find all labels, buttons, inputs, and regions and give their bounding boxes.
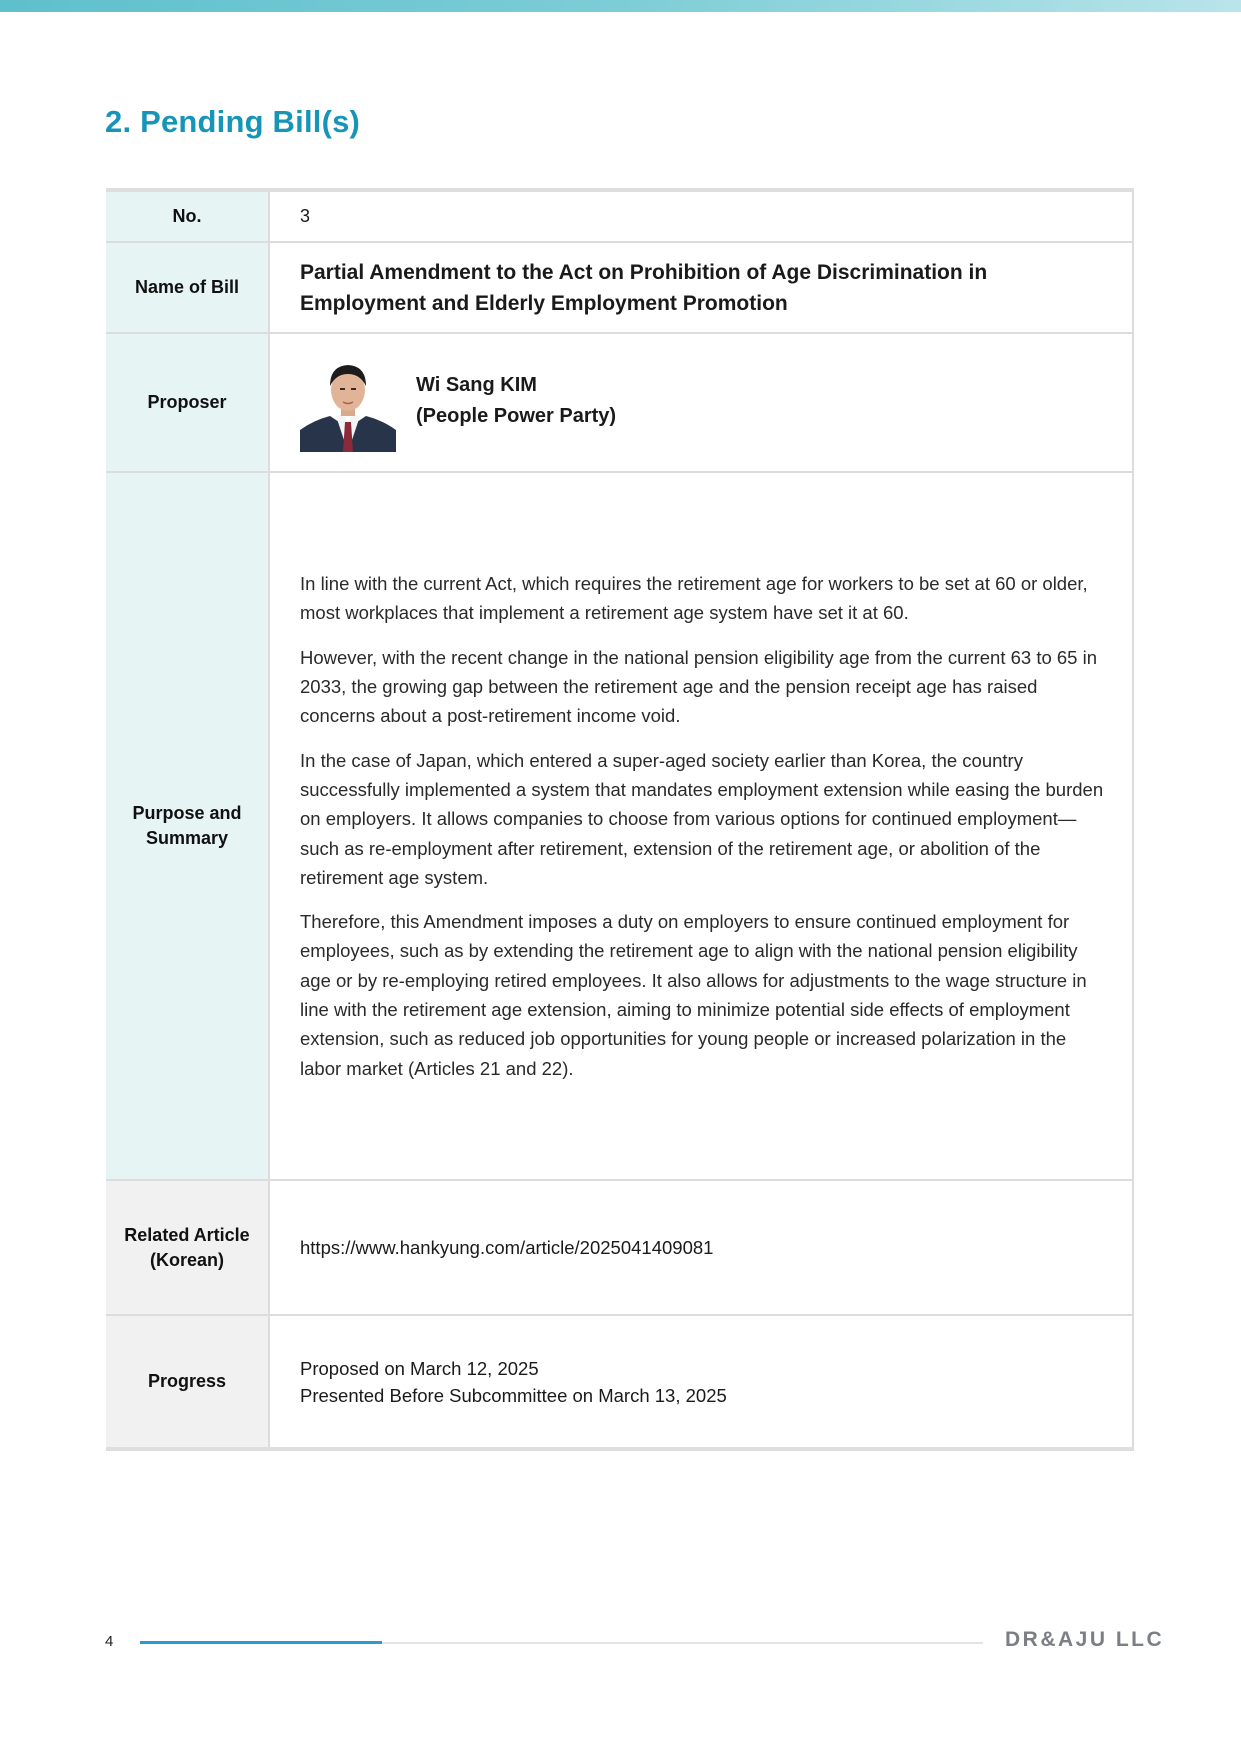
summary-text xyxy=(300,569,1108,1083)
row-proposer xyxy=(106,333,1133,472)
page-number: 4 xyxy=(105,1633,114,1650)
progress-cell xyxy=(269,1315,1133,1449)
progress-label: Progress xyxy=(106,1315,269,1449)
proposer-info xyxy=(300,354,1108,452)
purpose-cell xyxy=(269,472,1133,1180)
proposer-text xyxy=(416,370,616,432)
number-label: No. xyxy=(106,190,269,242)
footer-divider-accent xyxy=(140,1641,382,1644)
bill-name-value xyxy=(269,242,1133,333)
summary-paragraph: Therefore, this Amendment imposes a duty on employers to ensure continued employment for employees, such as by extending the retirement age to align with the national pension eligibility age or by re-employing retired employees. It also allows for adjustments to the wage structure in line with the retirement age extension, aiming to minimize potential side effects of employment extension, such as reduced job opportunities for young people or increased polarization in the labor market (Articles 21 and 22). xyxy=(300,911,1087,1079)
top-accent-bar xyxy=(0,0,1241,12)
row-related-article xyxy=(106,1180,1133,1315)
related-article-cell xyxy=(269,1180,1133,1315)
row-number xyxy=(106,190,1133,242)
number-value: 3 xyxy=(269,190,1133,242)
progress-item: Presented Before Subcommittee on March 13, 2025 xyxy=(300,1384,727,1406)
bill-name-text: Partial Amendment to the Act on Prohibition of Age Discrimination in Employment and Elderly Employment Promotion xyxy=(300,260,988,315)
proposer-cell xyxy=(269,333,1133,472)
row-bill-name xyxy=(106,242,1133,333)
brand-logo: DR&AJU LLC xyxy=(1005,1628,1165,1651)
progress-item: Proposed on March 12, 2025 xyxy=(300,1357,539,1379)
bill-table xyxy=(106,188,1134,1451)
related-article-link[interactable]: https://www.hankyung.com/article/2025041409081 xyxy=(300,1236,714,1258)
row-purpose xyxy=(106,472,1133,1180)
row-progress xyxy=(106,1315,1133,1449)
summary-paragraph: However, with the recent change in the national pension eligibility age from the current 63 to 65 in 2033, the growing gap between the retirement age and the pension receipt age has raised concerns about a post-retirement income void. xyxy=(300,646,1098,727)
proposer-party: (People Power Party) xyxy=(416,404,617,427)
section-title: 2. Pending Bill(s) xyxy=(105,104,361,139)
summary-paragraph: In line with the current Act, which requires the retirement age for workers to be set at 60 or older, most workplaces that implement a retirement age system have set it at 60. xyxy=(300,573,1088,624)
summary-paragraph: In the case of Japan, which entered a super-aged society earlier than Korea, the country successfully implemented a system that mandates employment extension while easing the burden on employers. It allows companies to choose from various options for continued employment—such as re-employment after retirement, extension of the retirement age, or abolition of the retirement age system. xyxy=(300,749,1104,888)
proposer-label: Proposer xyxy=(106,333,269,472)
related-article-label: Related Article (Korean) xyxy=(106,1180,269,1315)
proposer-photo xyxy=(300,356,396,452)
proposer-name: Wi Sang KIM xyxy=(416,373,537,396)
purpose-label: Purpose and Summary xyxy=(106,472,269,1180)
bill-name-label: Name of Bill xyxy=(106,242,269,333)
